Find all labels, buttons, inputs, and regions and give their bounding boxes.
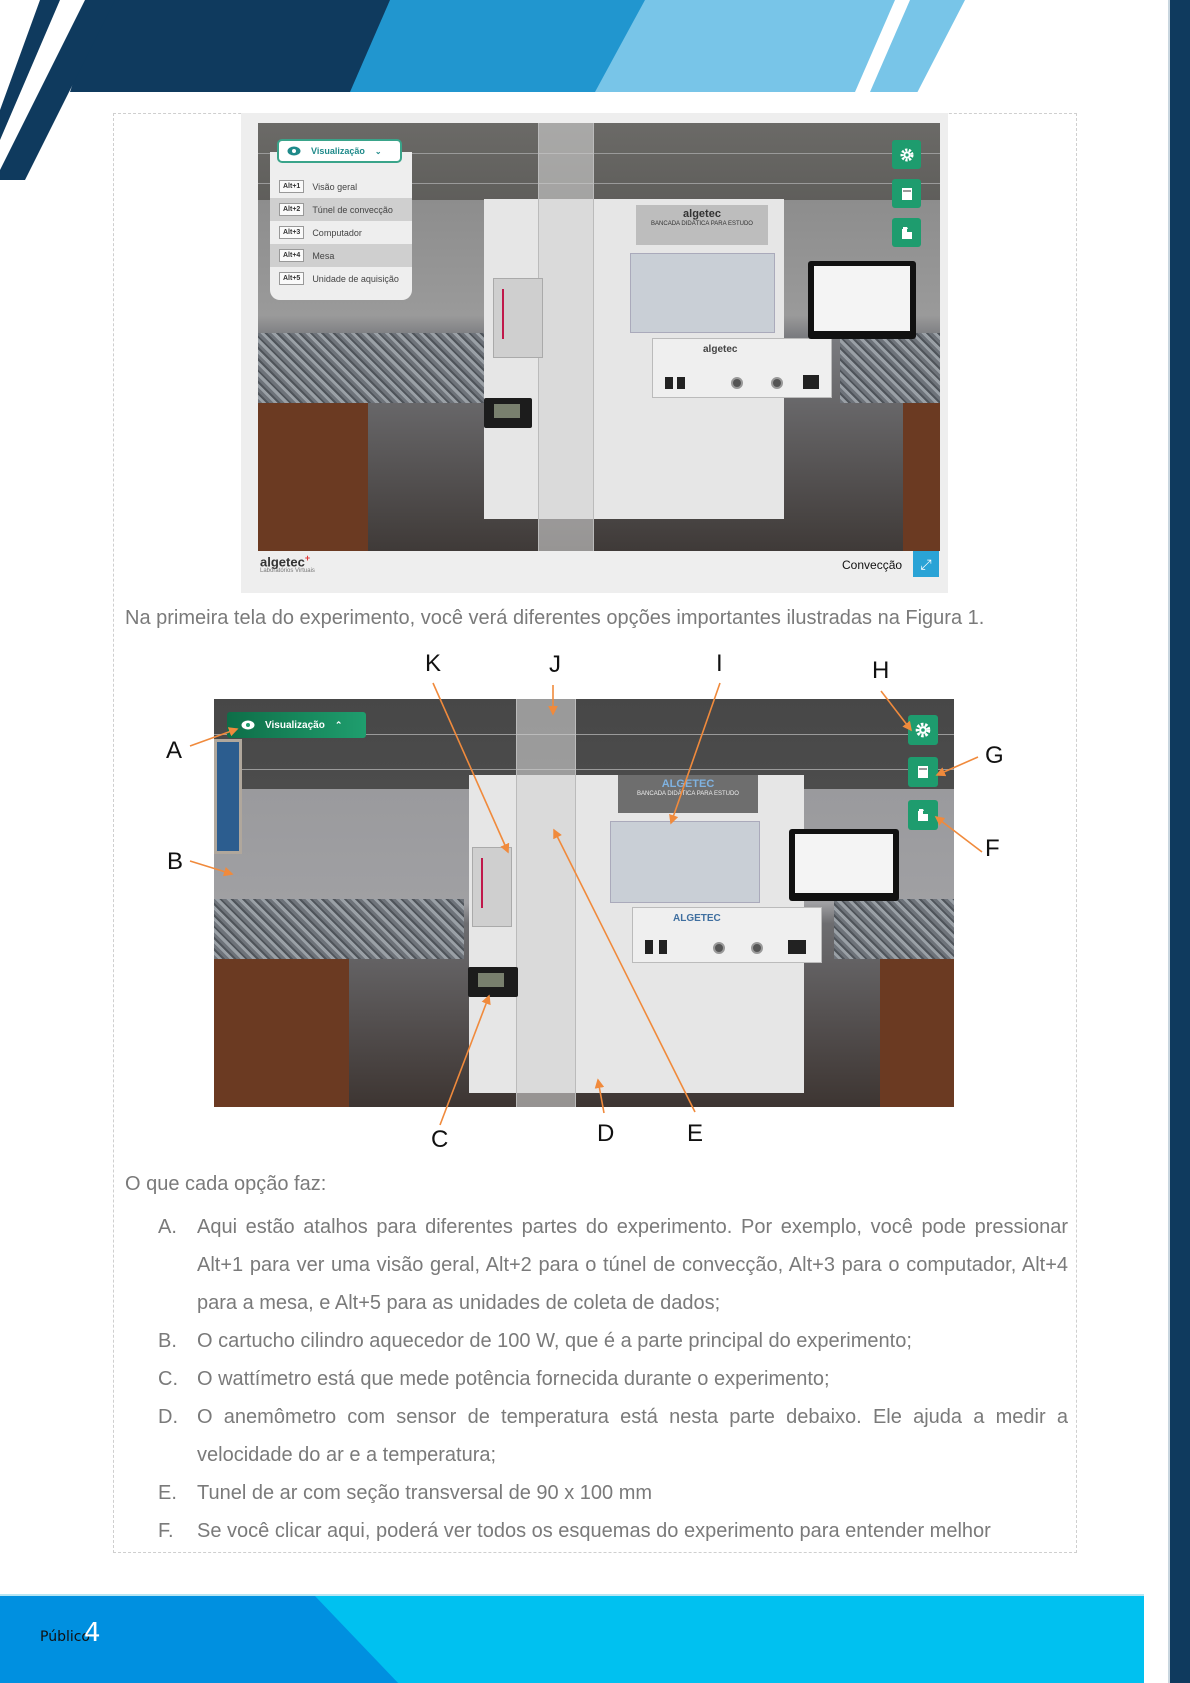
gear-icon [914, 721, 932, 739]
page-number: 4 [84, 1618, 101, 1648]
schematics-icon [916, 808, 930, 822]
heater-diagram [472, 847, 512, 927]
bench-placard: ALGETEC BANCADA DIDÁTICA PARA ESTUDO [618, 775, 758, 813]
window [214, 739, 242, 854]
wattmeter [468, 967, 518, 997]
wood-cabinet [214, 959, 349, 1107]
datasheet-icon [917, 765, 929, 779]
datasheet-icon [901, 187, 913, 201]
visualization-menu [270, 152, 412, 300]
page-right-bar [1168, 0, 1190, 1683]
wood-cabinet [903, 403, 940, 551]
callout-label-j: J [549, 651, 561, 678]
list-item: C. O wattímetro está que mede potência fornecida durante o experimento; [158, 1368, 830, 1390]
computer-monitor [789, 829, 899, 901]
logo-subtitle: Laboratórios Virtuais [260, 568, 315, 574]
wood-cabinet [258, 403, 368, 551]
list-item: D. O anemômetro com sensor de temperatura está nesta parte debaixo. Ele ajuda a medir a velocidade do ar e a temperatura; [158, 1406, 1068, 1466]
schematics-icon [900, 226, 914, 240]
menu-item-table[interactable]: Alt+4 Mesa [270, 244, 412, 267]
visualization-button[interactable]: Visualização ⌃ [227, 712, 366, 738]
section-intro: O que cada opção faz: [125, 1173, 327, 1195]
page-footer [0, 1594, 1144, 1683]
options-list [158, 1208, 1068, 1550]
callout-label-b: B [167, 848, 184, 875]
figure-2-annotated-screenshot [214, 699, 954, 1107]
callout-label-d: D [597, 1120, 615, 1147]
bench-datasheet [610, 821, 760, 903]
settings-button[interactable] [892, 140, 921, 169]
granite-counter [214, 899, 464, 959]
air-tunnel [516, 699, 576, 1107]
settings-button[interactable] [908, 715, 938, 745]
callout-label-h: H [872, 657, 890, 684]
callout-label-k: K [425, 650, 442, 677]
header-stripe-light-blue [595, 0, 895, 92]
algetec-logo: algetec+ [260, 553, 311, 570]
callout-label-e: E [687, 1120, 704, 1147]
page-header-decoration [0, 0, 1190, 95]
air-tunnel [538, 123, 594, 551]
schematics-button[interactable] [908, 800, 938, 830]
callout-label-f: F [985, 835, 1000, 862]
granite-counter [834, 899, 954, 959]
heater-diagram [493, 278, 543, 358]
callout-label-c: C [431, 1126, 449, 1153]
chevron-up-icon: ⌃ [334, 719, 343, 730]
list-item: E. Tunel de ar com seção transversal de 90 x 100 mm [158, 1482, 653, 1504]
list-item: A. Aqui estão atalhos para diferentes partes do experimento. Por exemplo, você pode pressionar Alt+1 para ver uma visão geral, Alt+2 para o túnel de convecção, Alt+3 para o computador, Alt+4 para a mesa, e Alt+5 para as unidades de coleta de dados; [158, 1216, 1068, 1314]
acquisition-unit: algetec [652, 338, 832, 398]
fullscreen-button[interactable] [913, 551, 939, 577]
bench-datasheet [630, 253, 775, 333]
menu-item-overview[interactable]: Alt+1 Visão geral [270, 175, 412, 198]
experiment-title: Convecção [842, 558, 903, 572]
granite-counter [258, 333, 490, 403]
eye-icon [287, 146, 301, 156]
menu-item-acquisition-unit[interactable]: Alt+5 Unidade de aquisição [270, 267, 412, 290]
chevron-down-icon: ⌄ [374, 146, 382, 156]
wattmeter [484, 398, 532, 428]
acquisition-unit: ALGETEC [632, 907, 822, 963]
computer-monitor [808, 261, 916, 339]
callout-label-i: I [716, 650, 723, 677]
figure-caption: Na primeira tela do experimento, você verá diferentes opções importantes ilustradas na Figura 1. [125, 607, 985, 629]
ceiling-grid [214, 769, 954, 770]
callout-label-a: A [166, 737, 183, 764]
eye-icon [241, 720, 255, 730]
wood-cabinet [880, 959, 954, 1107]
expand-icon: ⤢ [920, 555, 932, 572]
callout-label-g: G [985, 742, 1004, 769]
visualization-dropdown[interactable]: Visualização ⌄ [277, 139, 402, 163]
menu-item-convection-tunnel[interactable]: Alt+2 Túnel de convecção [270, 198, 412, 221]
schematics-button[interactable] [892, 218, 921, 247]
list-item: B. O cartucho cilindro aquecedor de 100 W, que é a parte principal do experimento; [158, 1330, 912, 1352]
classification-label: Público [40, 1629, 90, 1645]
bench-placard: algetec BANCADA DIDÁTICA PARA ESTUDO [636, 205, 768, 245]
datasheet-button[interactable] [908, 757, 938, 787]
list-item: F. Se você clicar aqui, poderá ver todos os esquemas do experimento para entender melhor [158, 1520, 991, 1542]
granite-counter [840, 333, 940, 403]
datasheet-button[interactable] [892, 179, 921, 208]
menu-item-computer[interactable]: Alt+3 Computador [270, 221, 412, 244]
gear-icon [899, 147, 915, 163]
